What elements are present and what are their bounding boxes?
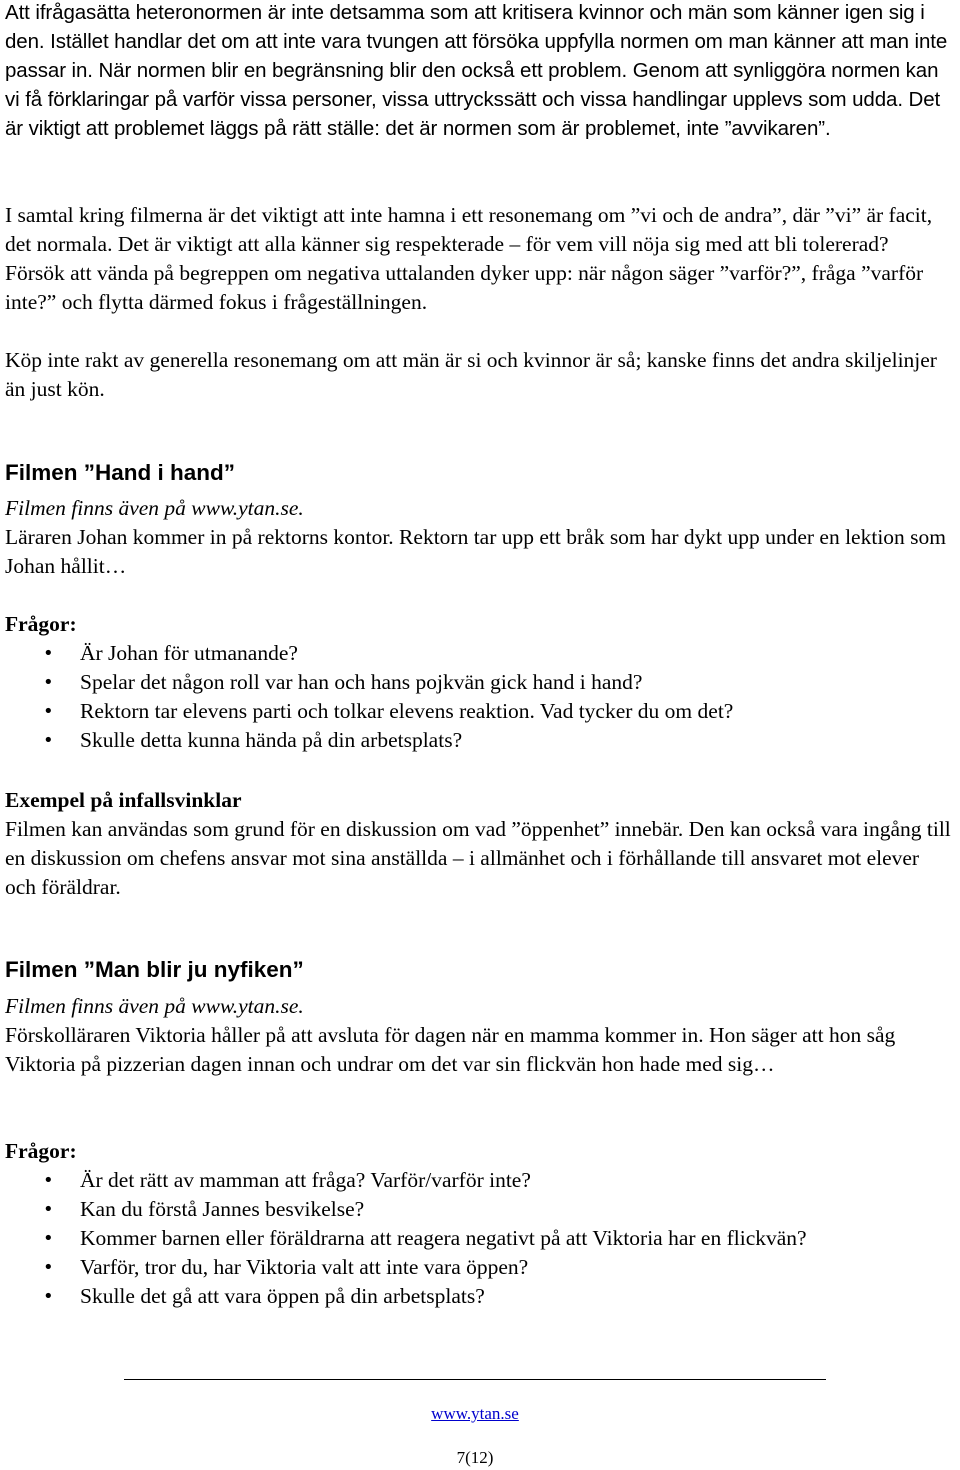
bullet-icon: • [43, 672, 54, 693]
bullet-icon: • [43, 730, 54, 751]
bullet-icon: • [43, 1228, 54, 1249]
footer-website-link[interactable]: www.ytan.se [431, 1404, 519, 1423]
bullet-icon: • [43, 1170, 54, 1191]
film2-questions-label: Frågor: [5, 1139, 77, 1163]
list-item [5, 697, 952, 726]
question-text: Kan du förstå Jannes besvikelse? [80, 1197, 365, 1221]
list-item [5, 1166, 952, 1195]
bullet-icon: • [43, 1199, 54, 1220]
film2-description: Förskolläraren Viktoria håller på att avsluta för dagen när en mamma kommer in. Hon säger att hon såg Viktoria på pizzerian dagen innan och undrar om det var sin flickvän hon hade med sig… [5, 1023, 896, 1076]
list-item [5, 1253, 952, 1282]
list-item [5, 639, 952, 668]
question-text: Spelar det någon roll var han och hans pojkvän gick hand i hand? [80, 670, 643, 694]
list-item [5, 668, 952, 697]
list-item [5, 1282, 952, 1311]
intro-paragraph-1: Att ifrågasätta heteronormen är inte detsamma som att kritisera kvinnor och män som känner igen sig i den. Istället handlar det om att inte vara tvungen att försöka uppfylla normen om man känner att man inte passar in. När normen blir en begränsning blir den också ett problem. Genom att synliggöra normen kan vi få förklaringar på varför vissa personer, vissa uttryckssätt och vissa handlingar upplevs som udda. Det är viktigt att problemet läggs på rätt ställe: det är normen som är problemet, inte ”avvikaren”. [5, 1, 948, 140]
bullet-icon: • [43, 643, 54, 664]
question-text: Kommer barnen eller föräldrarna att reagera negativt på att Viktoria har en flickvän? [80, 1226, 807, 1250]
film2-heading: Filmen ”Man blir ju nyfiken” [5, 957, 304, 982]
film1-examples-label: Exempel på infallsvinklar [5, 788, 242, 812]
question-text: Skulle detta kunna hända på din arbetsplats? [80, 728, 463, 752]
film1-description: Läraren Johan kommer in på rektorns kontor. Rektorn tar upp ett bråk som har dykt upp under en lektion som Johan hållit… [5, 525, 947, 578]
film1-examples-text: Filmen kan användas som grund för en diskussion om vad ”öppenhet” innebär. Den kan också vara ingång till en diskussion om chefens ansvar mot sina anställda – i allmänhet och i förhållande till ansvaret mot elever och föräldrar. [5, 817, 951, 899]
film1-question-list [5, 639, 952, 755]
bullet-icon: • [43, 1257, 54, 1278]
bullet-icon: • [43, 701, 54, 722]
intro-paragraph-3: Köp inte rakt av generella resonemang om att män är si och kvinnor är så; kanske finns det andra skiljelinjer än just kön. [5, 348, 937, 401]
intro-paragraph-2: I samtal kring filmerna är det viktigt att inte hamna i ett resonemang om ”vi och de andra”, där ”vi” är facit, det normala. Det är viktigt att alla känner sig respekterade – för vem vill nöja sig med att bli tolererad? Försök att vända på begreppen om negativa uttalanden dyker upp: när någon säger ”varför?”, fråga ”varför inte?” och flytta därmed fokus i frågeställningen. [5, 203, 933, 314]
question-text: Är Johan för utmanande? [80, 641, 298, 665]
bullet-icon: • [43, 1286, 54, 1307]
film1-heading: Filmen ”Hand i hand” [5, 460, 236, 485]
question-text: Är det rätt av mamman att fråga? Varför/varför inte? [80, 1168, 531, 1192]
film2-subtitle: Filmen finns även på www.ytan.se. [5, 994, 304, 1018]
list-item [5, 726, 952, 755]
film1-subtitle: Filmen finns även på www.ytan.se. [5, 496, 304, 520]
film2-question-list [5, 1166, 952, 1311]
question-text: Varför, tror du, har Viktoria valt att inte vara öppen? [80, 1255, 529, 1279]
question-text: Rektorn tar elevens parti och tolkar elevens reaktion. Vad tycker du om det? [80, 699, 734, 723]
footer-divider [124, 1379, 826, 1380]
page-number: 7(12) [456, 1448, 494, 1467]
question-text: Skulle det gå att vara öppen på din arbetsplats? [80, 1284, 485, 1308]
list-item [5, 1224, 952, 1253]
film1-questions-label: Frågor: [5, 612, 77, 636]
list-item [5, 1195, 952, 1224]
